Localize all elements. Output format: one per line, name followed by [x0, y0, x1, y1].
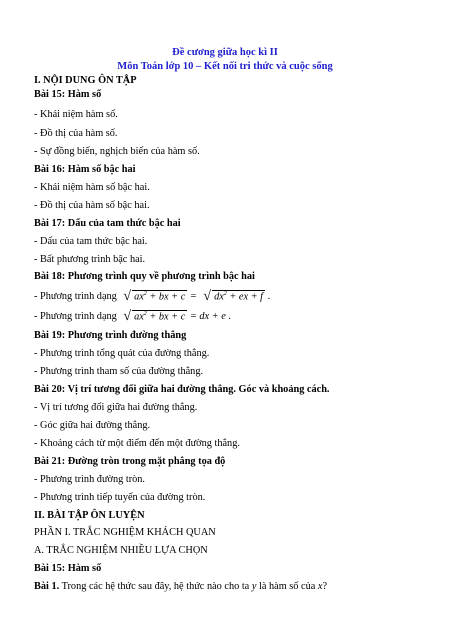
- list-item: - Sự đồng biến, nghịch biến của hàm số.: [34, 146, 200, 157]
- lesson-title: Bài 20: Vị trí tương đối giữa hai đường thẳng. Góc và khoảng cách.: [34, 384, 330, 395]
- formula-left-radicand: $ax^2$ + bx + c: [134, 290, 186, 302]
- section-heading: I. NỘI DUNG ÔN TẬP: [34, 75, 137, 86]
- section-heading: II. BÀI TẬP ÔN LUYỆN: [34, 510, 145, 521]
- equals-sign: =: [189, 291, 200, 302]
- lesson-title: Bài 16: Hàm số bậc hai: [34, 164, 136, 175]
- list-item: - Đồ thị của hàm số bậc hai.: [34, 200, 150, 211]
- list-item: - Khái niệm hàm số.: [34, 109, 118, 120]
- list-item-formula: - Phương trình dạng √ $ax^2$ + bx + c = dx + e .: [34, 309, 231, 324]
- list-item: - Phương trình đường tròn.: [34, 474, 146, 485]
- list-item: - Khoảng cách từ một điểm đến một đường thẳng.: [34, 438, 240, 449]
- part-heading: PHẦN I. TRẮC NGHIỆM KHÁCH QUAN: [34, 527, 216, 538]
- list-item: - Vị trí tương đối giữa hai đường thẳng.: [34, 402, 198, 413]
- question: [34, 581, 327, 592]
- list-item: - Phương trình tổng quát của đường thẳng.: [34, 348, 210, 359]
- formula-left-radicand: $ax^2$ + bx + c: [134, 310, 186, 322]
- question-text: Trong các hệ thức sau đây, hệ thức nào cho ta: [59, 581, 252, 592]
- document-title: Đề cương giữa học kì II: [172, 47, 278, 58]
- formula-right: = dx + e: [187, 311, 226, 322]
- sqrt-symbol: √: [203, 289, 212, 304]
- list-item: - Dấu của tam thức bậc hai.: [34, 236, 148, 247]
- document-subtitle: Môn Toán lớp 10 – Kết nối tri thức và cuộc sống: [117, 61, 333, 72]
- lesson-title-prefix: Bài 17:: [34, 218, 68, 229]
- lesson-title: Bài 15: Hàm số: [34, 89, 102, 100]
- sqrt-symbol: √: [123, 309, 132, 324]
- question-end: ?: [322, 581, 328, 592]
- list-item-formula: - Phương trình dạng √ $ax^2$ + bx + c = √ $dx^2$ + ex + f .: [34, 289, 271, 304]
- question-mid: là hàm số của: [256, 581, 318, 592]
- lesson-title: Bài 21: Đường tròn trong mặt phẳng tọa độ: [34, 456, 226, 467]
- list-item: - Khái niệm hàm số bậc hai.: [34, 182, 150, 193]
- variable-x: x: [317, 581, 323, 592]
- list-item-label: - Phương trình dạng: [34, 311, 117, 322]
- lesson-title-rest: Dấu của tam thức bậc hai: [67, 218, 181, 229]
- lesson-title: Bài 19: Phương trình đường thẳng: [34, 330, 187, 341]
- list-item: - Đồ thị của hàm số.: [34, 128, 118, 139]
- lesson-title: Bài 15: Hàm số: [34, 563, 102, 574]
- list-item: - Bất phương trình bậc hai.: [34, 254, 146, 265]
- formula-right-radicand: $dx^2$ + ex + f: [214, 290, 263, 302]
- list-item: - Phương trình tham số của đường thẳng.: [34, 366, 204, 377]
- question-label: Bài 1.: [34, 581, 60, 592]
- list-item: - Phương trình tiếp tuyến của đường tròn.: [34, 492, 206, 503]
- list-item-label: - Phương trình dạng: [34, 291, 117, 302]
- subpart-heading: A. TRẮC NGHIỆM NHIỀU LỰA CHỌN: [34, 545, 208, 556]
- sqrt-symbol: √: [123, 289, 132, 304]
- variable-y: y: [251, 581, 257, 592]
- list-item: - Góc giữa hai đường thẳng.: [34, 420, 151, 431]
- lesson-title: Bài 18: Phương trình quy về phương trình bậc hai: [34, 271, 255, 282]
- lesson-title: [34, 218, 181, 229]
